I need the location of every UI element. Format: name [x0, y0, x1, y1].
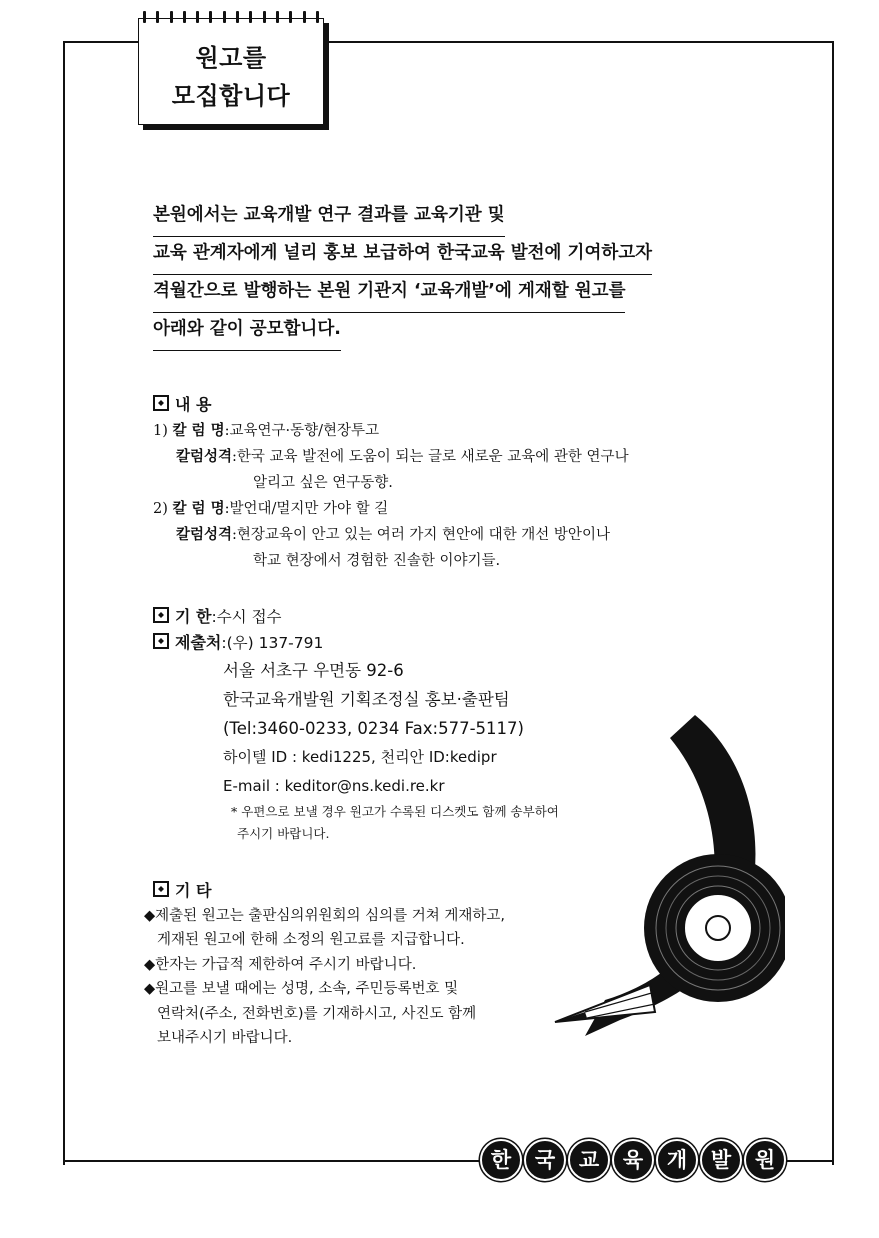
period-label: 기 한 [175, 607, 212, 626]
etc-bullet: ◆제출된 원고는 출판심의위원회의 심의를 거쳐 게재하고, [144, 907, 505, 924]
section-bullet-icon [153, 881, 169, 897]
notepad-spiral-icon [143, 11, 319, 25]
section-bullet-icon [153, 395, 169, 411]
intro-paragraph [153, 198, 652, 350]
department: 한국교육개발원 기획조정실 홍보·출판팀 [223, 690, 510, 709]
section-bullet-icon [153, 633, 169, 649]
column-name-label: 칼 럼 명 [172, 500, 225, 517]
mail-note: * 우편으로 보낼 경우 원고가 수록된 디스켓도 함께 송부하여 [231, 804, 559, 819]
content-heading: 내 용 [175, 395, 212, 414]
title-card [138, 18, 324, 125]
logo-char: 원 [744, 1139, 786, 1181]
column-character-value-cont: 알리고 싶은 연구동향. [253, 475, 393, 491]
logo-char: 한 [480, 1139, 522, 1181]
column-character-label: 칼럼성격 [176, 526, 233, 543]
column-character-value: :현장교육이 안고 있는 여러 가지 현안에 대한 개선 방안이나 [232, 527, 610, 543]
item-number: 2) [153, 501, 168, 517]
online-ids: 하이텔 ID : kedi1225, 천리안 ID:kedipr [223, 748, 497, 766]
content-section [153, 392, 629, 574]
title-line-1: 원고를 [195, 44, 267, 72]
page-title [139, 39, 323, 115]
telephone: (Tel:3460-0233, 0234 Fax:577-5117) [223, 719, 524, 738]
logo-char: 교 [568, 1139, 610, 1181]
title-line-2: 모집합니다 [171, 82, 291, 110]
email: E-mail : keditor@ns.kedi.re.kr [223, 777, 445, 795]
pencil-disk-illustration [545, 700, 785, 1060]
address: 서울 서초구 우면동 92-6 [223, 661, 404, 680]
logo-char: 육 [612, 1139, 654, 1181]
etc-bullet: ◆원고를 보낼 때에는 성명, 소속, 주민등록번호 및 [144, 981, 459, 997]
column-name-label: 칼 럼 명 [172, 422, 225, 439]
postal-code: :(우) 137-791 [221, 634, 324, 652]
logo-char: 국 [524, 1139, 566, 1181]
kedi-logo [480, 1139, 786, 1181]
intro-line: 격월간으로 발행하는 본원 기관지 ‘교육개발’에 게재할 원고를 [153, 274, 625, 313]
etc-bullet-cont: 게재된 원고에 한해 소정의 원고료를 지급합니다. [157, 932, 465, 948]
etc-heading: 기 타 [175, 881, 212, 900]
column-name-value: :교육연구·동향/현장투고 [224, 423, 380, 439]
etc-bullet-cont: 보내주시기 바랍니다. [157, 1030, 293, 1046]
column-character-value-cont: 학교 현장에서 경험한 진솔한 이야기들. [253, 553, 501, 569]
intro-line: 교육 관계자에게 널리 홍보 보급하여 한국교육 발전에 기여하고자 [153, 236, 652, 275]
etc-section [144, 879, 505, 1051]
submit-label: 제출처 [175, 633, 222, 652]
column-name-value: :발언대/멀지만 가야 할 길 [224, 501, 389, 517]
item-number: 1) [153, 423, 168, 439]
column-character-label: 칼럼성격 [176, 448, 233, 465]
submission-section [153, 604, 559, 845]
column-character-value: :한국 교육 발전에 도움이 되는 글로 새로운 교육에 관한 연구나 [232, 449, 629, 465]
logo-char: 개 [656, 1139, 698, 1181]
intro-line: 아래와 같이 공모합니다. [153, 312, 341, 351]
period-value: :수시 접수 [211, 608, 282, 626]
section-bullet-icon [153, 607, 169, 623]
bottom-rule-left [63, 1160, 483, 1162]
logo-char: 발 [700, 1139, 742, 1181]
etc-bullet: ◆한자는 가급적 제한하여 주시기 바랍니다. [144, 956, 417, 973]
etc-bullet-cont: 연락처(주소, 전화번호)를 기재하시고, 사진도 함께 [157, 1005, 477, 1022]
mail-note-cont: 주시기 바랍니다. [237, 826, 330, 841]
intro-line: 본원에서는 교육개발 연구 결과를 교육기관 및 [153, 198, 505, 237]
